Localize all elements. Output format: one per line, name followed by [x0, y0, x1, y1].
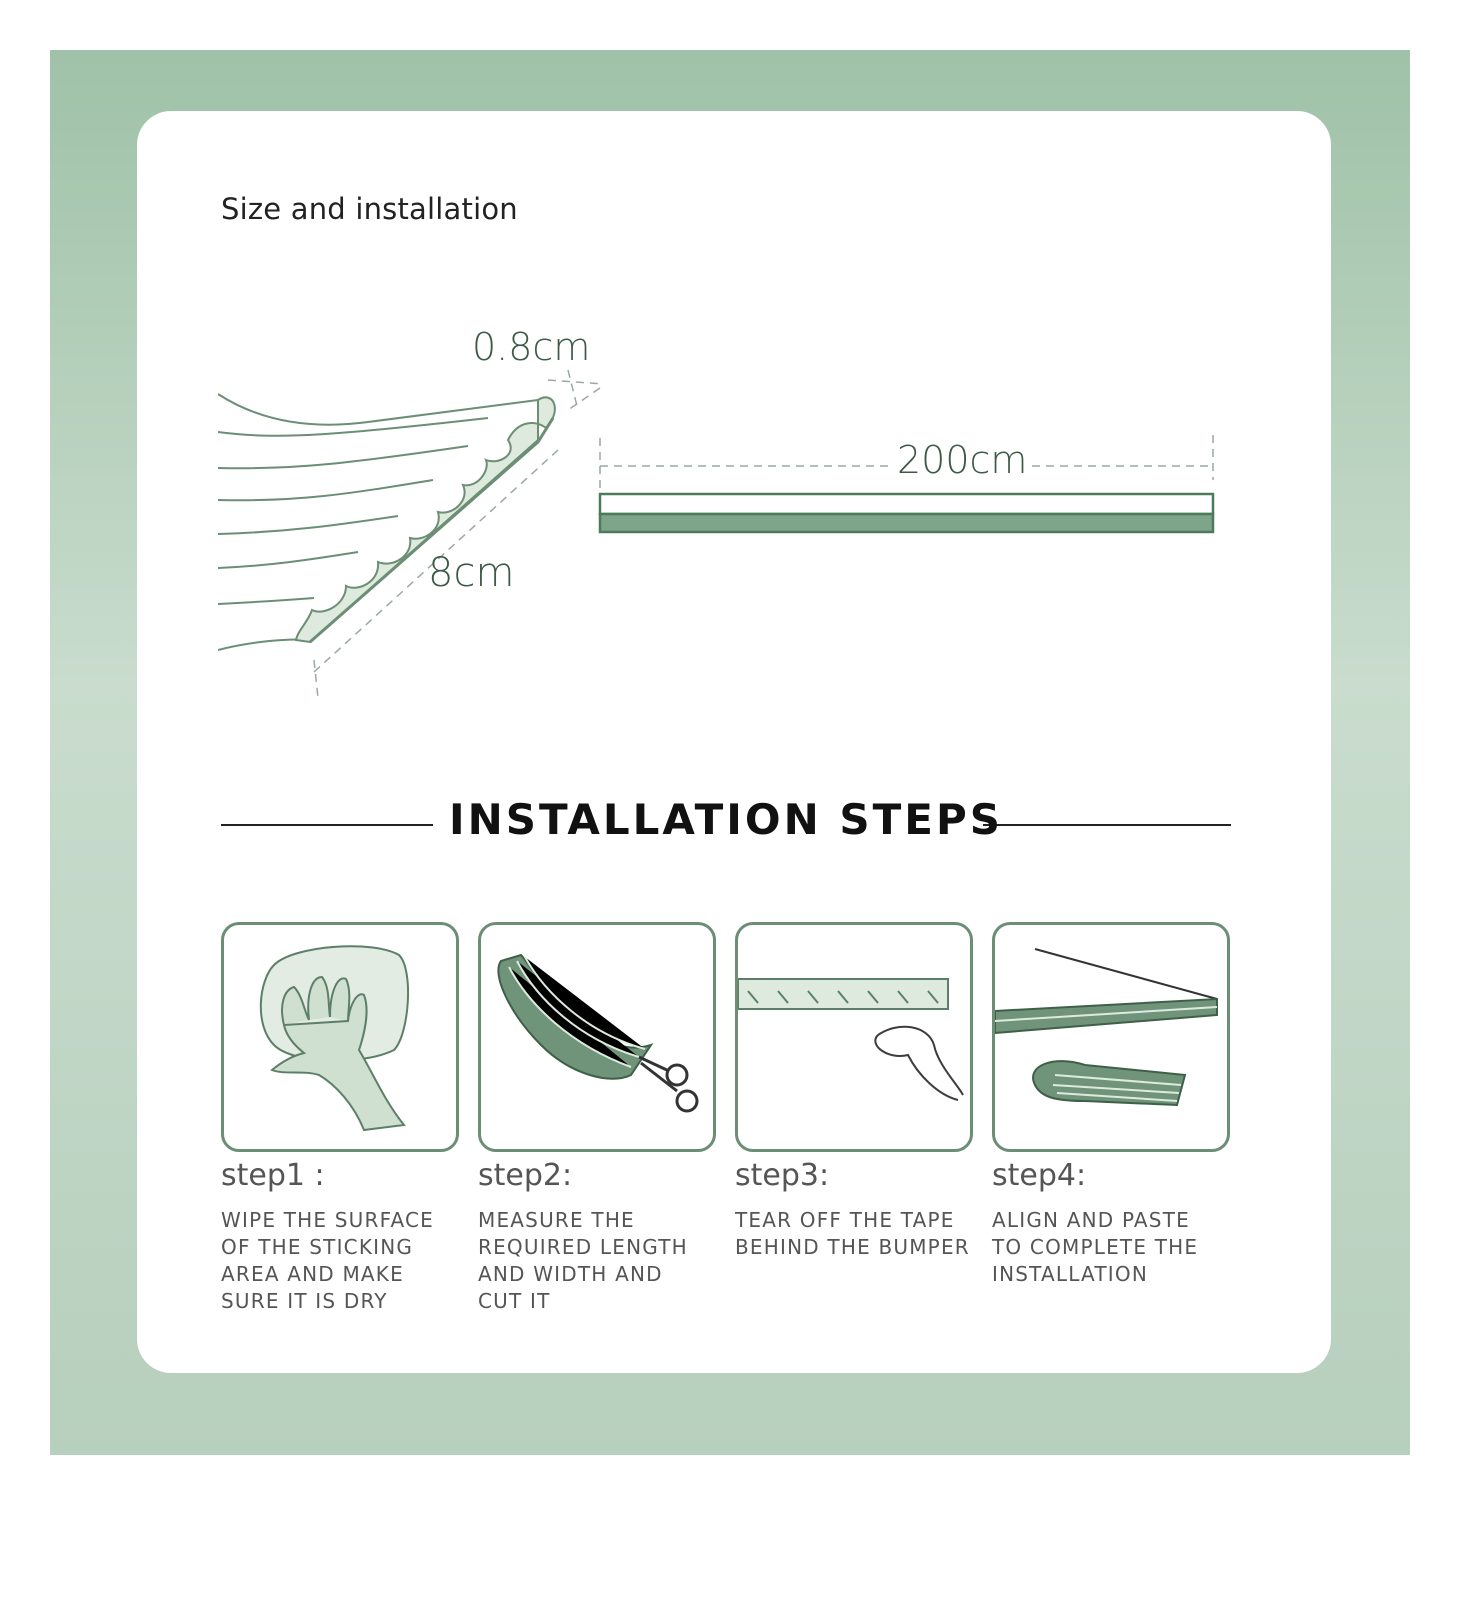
- bumper-strip-bottom: [600, 514, 1213, 532]
- thickness-label: 0.8cm: [472, 325, 591, 369]
- step-2-label: step2:: [478, 1158, 573, 1193]
- size-diagram: [218, 320, 1228, 710]
- step-4-illustration: [992, 922, 1230, 1152]
- step-3-description: TEAR OFF THE TAPE BEHIND THE BUMPER: [735, 1208, 970, 1259]
- step-2-illustration: [478, 922, 716, 1152]
- step-2: [478, 922, 718, 1315]
- step-4-description: ALIGN AND PASTE TO COMPLETE THE INSTALLATION: [992, 1208, 1199, 1286]
- scissors-cutting-icon: [481, 925, 713, 1149]
- length-label: 200cm: [893, 438, 1031, 482]
- step-2-description: MEASURE THE REQUIRED LENGTH AND WIDTH AND CUT IT: [478, 1208, 688, 1313]
- section-title: Size and installation: [221, 192, 518, 226]
- bumper-strip-top: [600, 494, 1213, 514]
- align-paste-icon: [995, 925, 1227, 1149]
- step-3-label: step3:: [735, 1158, 830, 1193]
- wiping-hand-icon: [224, 925, 456, 1149]
- step-1-label: step1 :: [221, 1158, 325, 1193]
- step-3: [735, 922, 975, 1261]
- width-label: 8cm: [428, 550, 515, 596]
- step-1: [221, 922, 461, 1315]
- bumper-profile-illustration: [218, 394, 538, 650]
- step-1-description: WIPE THE SURFACE OF THE STICKING AREA AND MAKE SURE IT IS DRY: [221, 1208, 435, 1313]
- step-1-illustration: [221, 922, 459, 1152]
- step-3-illustration: [735, 922, 973, 1152]
- peeling-tape-icon: [738, 925, 970, 1149]
- step-4-label: step4:: [992, 1158, 1087, 1193]
- heading-title: INSTALLATION STEPS: [448, 795, 1004, 844]
- step-4: [992, 922, 1232, 1288]
- installation-steps-heading: [221, 795, 1231, 855]
